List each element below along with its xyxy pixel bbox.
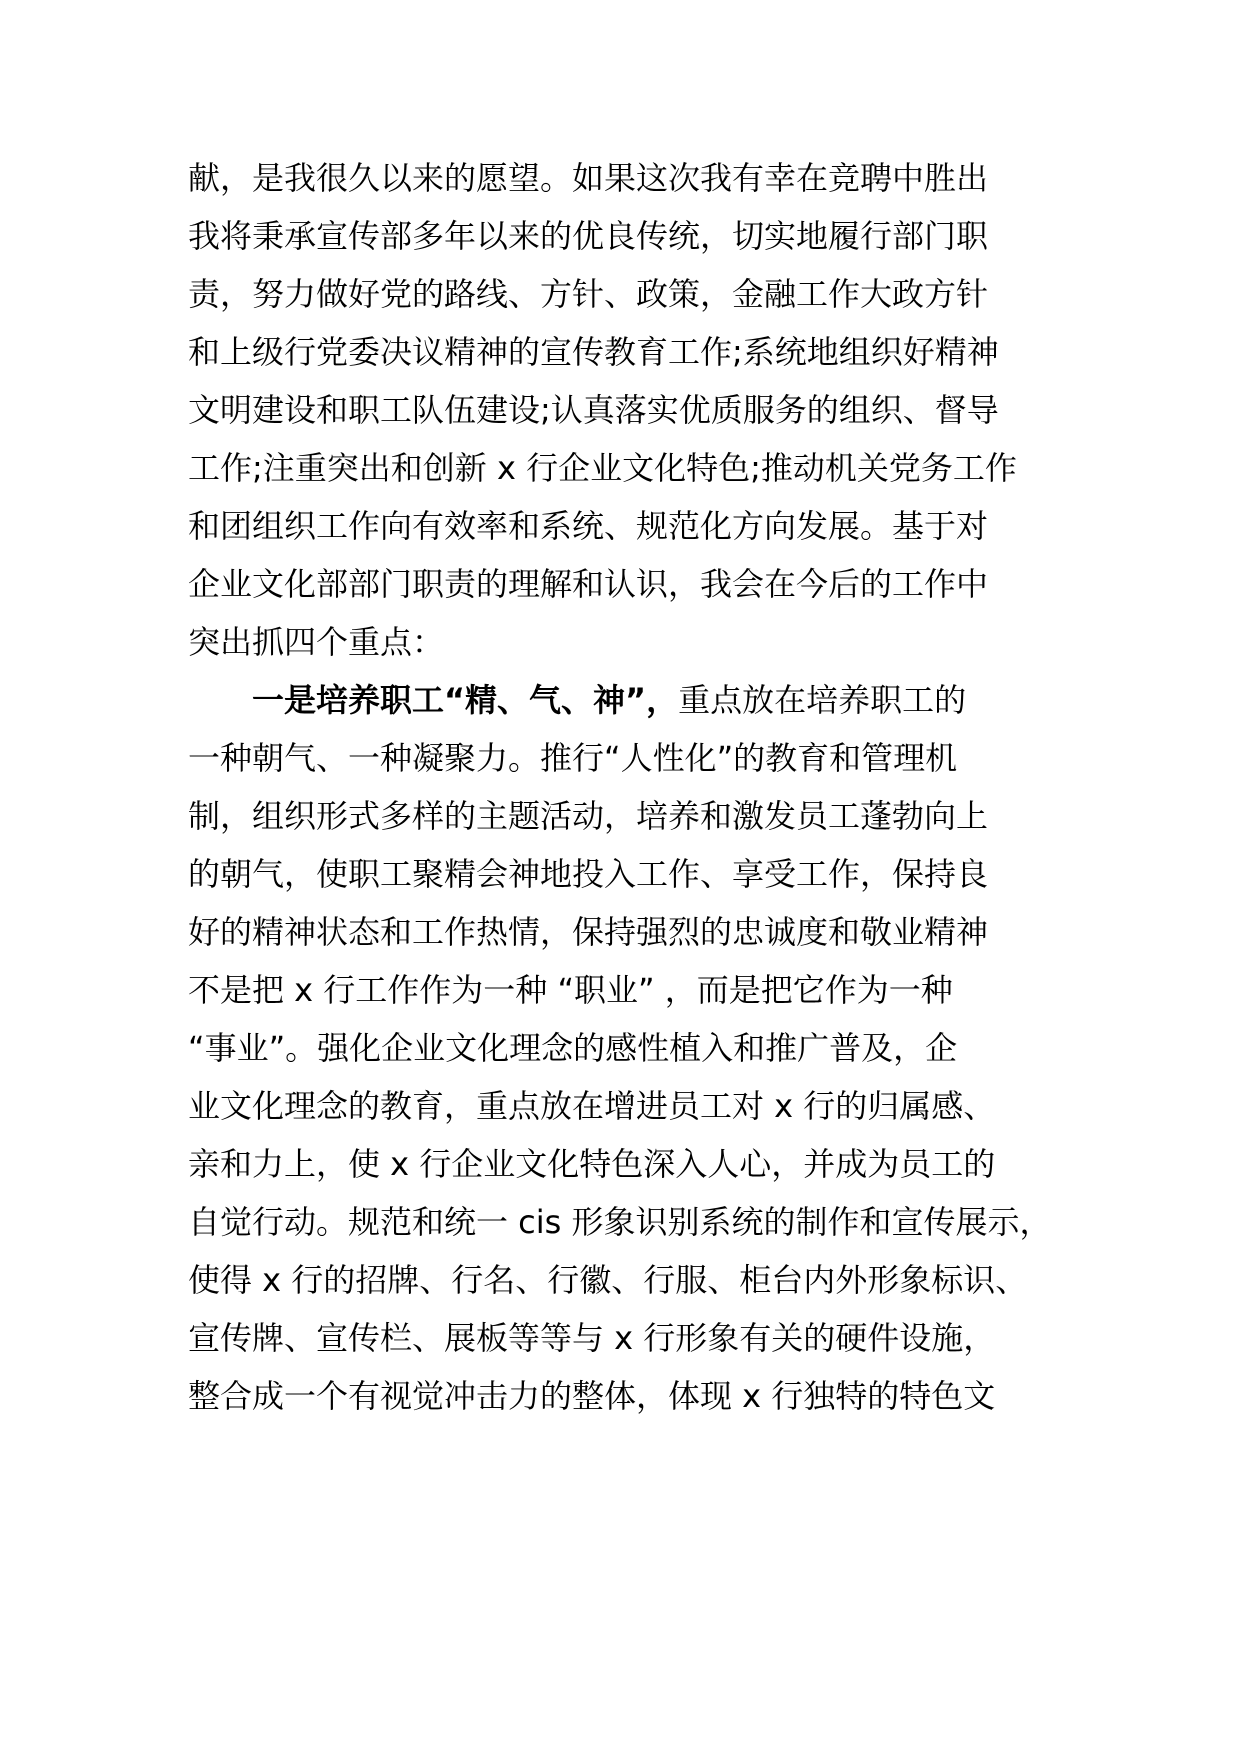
paragraph-line: 好的精神状态和工作热情，保持强烈的忠诚度和敬业精神	[188, 913, 989, 951]
paragraph-line: 一种朝气、一种凝聚力。推行“人性化”的教育和管理机	[188, 739, 958, 777]
section-first-line	[252, 668, 966, 732]
section-heading: 一是培养职工“精、气、神”，	[252, 681, 679, 719]
paragraph-line: 我将秉承宣传部多年以来的优良传统，切实地履行部门职	[188, 217, 989, 255]
paragraph-line: 制，组织形式多样的主题活动，培养和激发员工蓬勃向上	[188, 797, 989, 835]
paragraph-line: 工作;注重突出和创新 x 行企业文化特色;推动机关党务工作	[188, 449, 1017, 487]
section-first-line-text: 重点放在培养职工的	[678, 681, 967, 719]
paragraph-line: 文明建设和职工队伍建设;认真落实优质服务的组织、督导	[188, 391, 999, 429]
paragraph-line: 宣传牌、宣传栏、展板等等与 x 行形象有关的硬件设施，	[188, 1319, 996, 1357]
paragraph-line: 自觉行动。规范和统一 cis 形象识别系统的制作和宣传展示，	[188, 1203, 1052, 1241]
paragraph-line: 献，是我很久以来的愿望。如果这次我有幸在竞聘中胜出	[188, 159, 989, 197]
paragraph-line: 整合成一个有视觉冲击力的整体，体现 x 行独特的特色文	[188, 1377, 996, 1415]
paragraph-line: 企业文化部部门职责的理解和认识，我会在今后的工作中	[188, 565, 989, 603]
paragraph-line: 责，努力做好党的路线、方针、政策，金融工作大政方针	[188, 275, 989, 313]
paragraph-line: 的朝气，使职工聚精会神地投入工作、享受工作，保持良	[188, 855, 989, 893]
paragraph-line: 突出抓四个重点：	[188, 623, 445, 661]
paragraph-line: 和上级行党委决议精神的宣传教育工作;系统地组织好精神	[188, 333, 999, 371]
paragraph-line: 不是把 x 行工作作为一种 “职业” ，而是把它作为一种	[188, 971, 953, 1009]
paragraph-line: “事业”。强化企业文化理念的感性植入和推广普及，企	[188, 1029, 958, 1067]
paragraph-line: 使得 x 行的招牌、行名、行徽、行服、柜台内外形象标识、	[188, 1261, 1028, 1299]
paragraph-line: 亲和力上，使 x 行企业文化特色深入人心，并成为员工的	[188, 1145, 996, 1183]
paragraph-line: 和团组织工作向有效率和系统、规范化方向发展。基于对	[188, 507, 989, 545]
paragraph-line: 业文化理念的教育，重点放在增进员工对 x 行的归属感、	[188, 1087, 996, 1125]
